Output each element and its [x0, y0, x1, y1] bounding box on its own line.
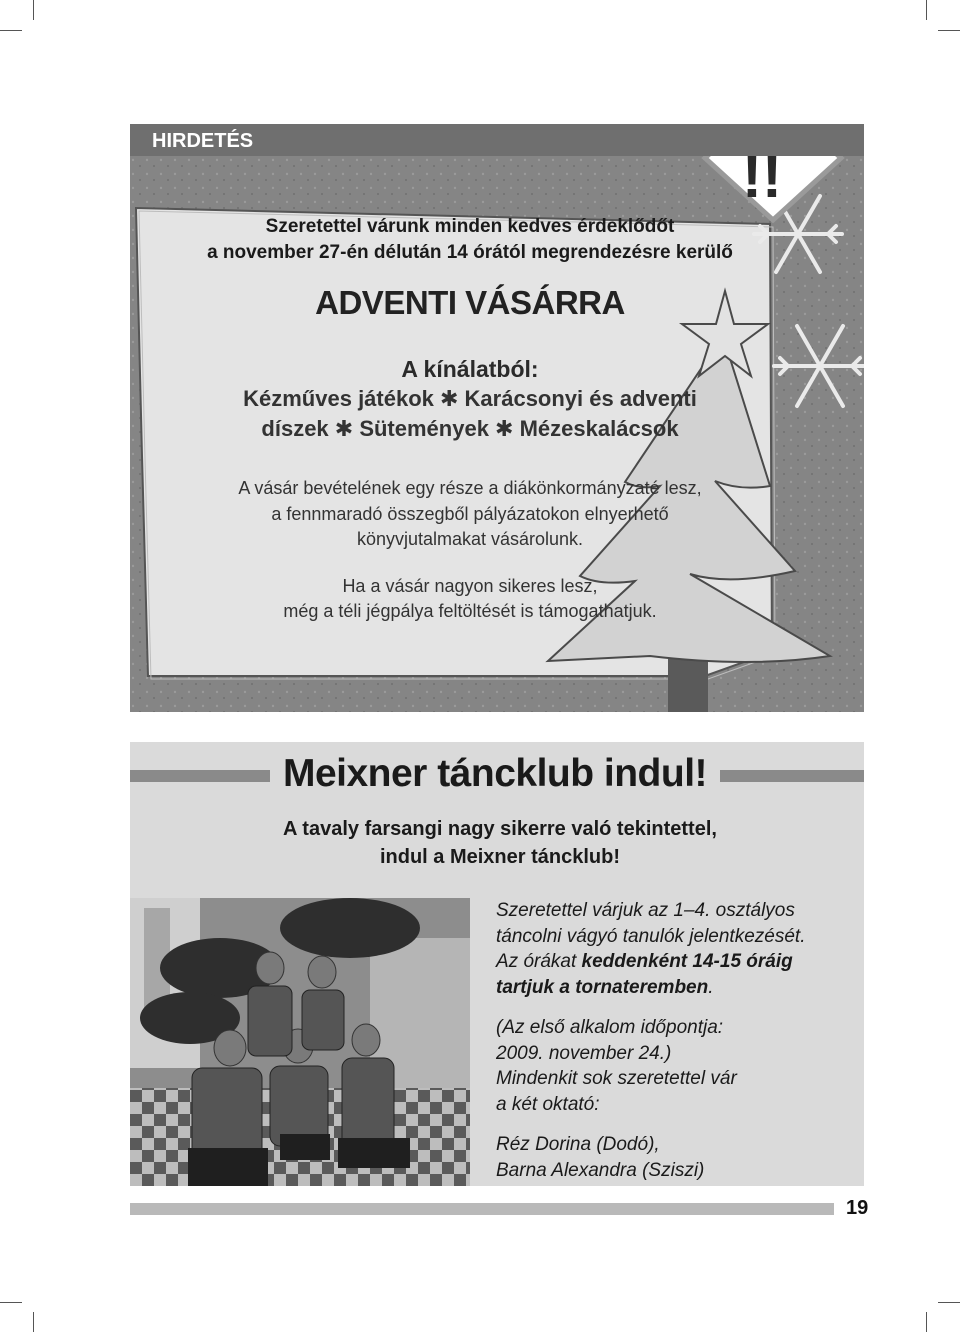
- ad-text: [130, 156, 864, 712]
- footer-bar: [130, 1203, 834, 1215]
- crop-mark: [33, 1312, 34, 1332]
- club-text-fragment: .: [708, 976, 714, 998]
- advent-fair-ad: [130, 156, 864, 712]
- ad-body-line: még a téli jégpálya feltöltését is támogathatjuk.: [283, 601, 657, 621]
- club-schedule-emphasis: keddenként 14-15 óráig: [581, 951, 793, 972]
- club-text-line: Mindenkit sok szeretettel vár: [496, 1068, 737, 1089]
- warning-mark: !!: [742, 156, 782, 210]
- crop-mark: [0, 30, 22, 31]
- club-subtitle: indul a Meixner táncklub!: [379, 846, 621, 868]
- ad-intro-line: Szeretettel várunk minden kedves érdeklődőt: [265, 216, 675, 237]
- ad-offer-line: Kézműves játékok ✱ Karácsonyi és adventi: [243, 386, 697, 411]
- group-photo-illustration: [130, 898, 470, 1186]
- club-instructor: Réz Dorina (Dodó),: [496, 1134, 660, 1155]
- club-subtitle: A tavaly farsangi nagy sikerre való tekintettel,: [283, 818, 717, 840]
- club-text-line: [496, 949, 856, 975]
- club-text-line: táncolni vágyó tanulók jelentkezését.: [496, 925, 806, 947]
- ad-body-line: A vásár bevételének egy része a diákönkormányzaté lesz,: [238, 478, 702, 498]
- ad-offer-line: díszek ✱ Sütemények ✱ Mézeskalácsok: [261, 416, 679, 441]
- club-text-line: 2009. november 24.): [496, 1042, 672, 1064]
- club-instructor: Barna Alexandra (Sziszi): [496, 1159, 705, 1181]
- ad-intro-line: a november 27-én délután 14 órától megrendezésre kerülő: [207, 242, 733, 263]
- club-location-emphasis: tartjuk a tornateremben: [496, 976, 709, 998]
- club-text-line: Szeretettel várjuk az 1–4. osztályos: [496, 900, 795, 921]
- ad-body-line: a fennmaradó összegből pályázatokon elnyerhető: [271, 504, 669, 524]
- title-rule: [130, 770, 270, 782]
- crop-mark: [926, 1312, 927, 1332]
- page-number: 19: [846, 1197, 869, 1219]
- section-header: [130, 124, 864, 156]
- group-photo: [130, 898, 470, 1186]
- club-details: [496, 898, 856, 1183]
- club-text-fragment: Az órákat: [496, 951, 582, 972]
- dance-club-section: [130, 742, 864, 1186]
- ad-body-line: Ha a vásár nagyon sikeres lesz,: [342, 576, 598, 596]
- crop-mark: [926, 0, 927, 20]
- club-text-line: [496, 975, 856, 1001]
- section-header-label: HIRDETÉS: [152, 130, 254, 152]
- crop-mark: [0, 1302, 22, 1303]
- ad-title: ADVENTI VÁSÁRRA: [315, 284, 625, 321]
- club-text-line: a két oktató:: [496, 1093, 600, 1115]
- crop-mark: [33, 0, 34, 20]
- ad-body-line: könyvjutalmakat vásárolunk.: [356, 529, 584, 549]
- ad-offer-heading: A kínálatból:: [401, 356, 539, 382]
- club-title: Meixner táncklub indul!: [282, 752, 708, 795]
- club-text-line: (Az első alkalom időpontja:: [496, 1017, 724, 1038]
- title-rule: [720, 770, 864, 782]
- crop-mark: [938, 1302, 960, 1303]
- crop-mark: [938, 30, 960, 31]
